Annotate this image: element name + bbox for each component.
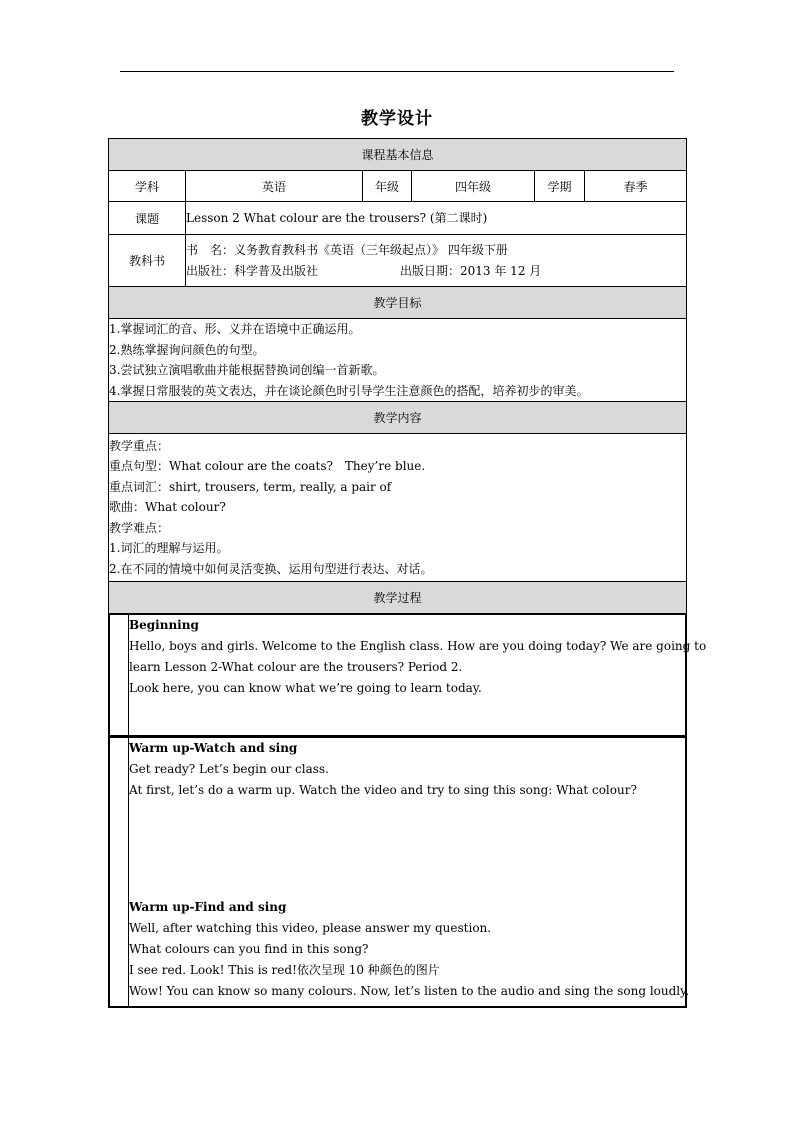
process-beginning-row bbox=[109, 614, 707, 737]
process-margin bbox=[110, 738, 129, 1007]
textbook-publisher: 出版社：科学普及出版社 bbox=[186, 263, 319, 278]
process-margin bbox=[110, 615, 129, 736]
process-beginning-text bbox=[129, 615, 707, 736]
process-line: Hello, boys and girls. Welcome to the English class. How are you doing today? We are going to bbox=[129, 639, 707, 653]
content-line: 教学难点： bbox=[109, 520, 170, 535]
process-warmup-text bbox=[129, 738, 690, 1007]
objectives-list bbox=[109, 319, 687, 402]
term-label: 学期 bbox=[535, 171, 585, 202]
textbook-publish-line bbox=[186, 261, 686, 282]
process-line: At first, let’s do a warm up. Watch the video and try to sing this song: What colour? bbox=[129, 783, 637, 797]
objective-item: 4.掌握日常服装的英文表达，并在谈论颜色时引导学生注意颜色的搭配，培养初步的审美。 bbox=[109, 383, 589, 398]
textbook-label: 教科书 bbox=[109, 235, 186, 287]
topic-value: Lesson 2 What colour are the trousers? (第二课时) bbox=[186, 202, 687, 235]
lesson-plan-table bbox=[108, 138, 707, 1008]
objective-item: 2.熟练掌握询问颜色的句型。 bbox=[109, 342, 265, 357]
content-line: 歌曲：What colour? bbox=[109, 500, 226, 515]
process-beginning bbox=[109, 614, 707, 736]
grade-value: 四年级 bbox=[412, 171, 535, 202]
term-value: 春季 bbox=[585, 171, 687, 202]
process-line: Look here, you can know what we’re going to learn today. bbox=[129, 681, 482, 695]
process-line: What colours can you find in this song? bbox=[129, 942, 369, 956]
topic-label: 课题 bbox=[109, 202, 186, 235]
textbook-info bbox=[186, 235, 687, 287]
section-content: 教学内容 bbox=[109, 402, 687, 434]
content-line: 重点词汇：shirt, trousers, term, really, a pair of bbox=[109, 479, 392, 494]
objective-item: 1.掌握词汇的音、形、义并在语境中正确运用。 bbox=[109, 322, 361, 336]
textbook-name: 书 名：义务教育教科书《英语（三年级起点）》 四年级下册 bbox=[186, 243, 508, 257]
content-list bbox=[109, 434, 687, 582]
content-line: 2.在不同的情境中如何灵活变换、运用句型进行表达、对话。 bbox=[109, 561, 433, 576]
process-warmup bbox=[109, 737, 690, 1007]
document-title: 教学设计 bbox=[361, 109, 433, 129]
process-line: Get ready? Let’s begin our class. bbox=[129, 762, 329, 776]
process-line: learn Lesson 2-What colour are the trousers? Period 2. bbox=[129, 660, 463, 674]
process-line: Well, after watching this video, please answer my question. bbox=[129, 921, 492, 935]
section-objectives: 教学目标 bbox=[109, 287, 687, 319]
process-warmup-row bbox=[109, 737, 690, 1008]
section-basic-info: 课程基本信息 bbox=[109, 139, 687, 171]
process-heading: Warm up-Watch and sing bbox=[129, 741, 298, 755]
process-line: Wow! You can know so many colours. Now, let’s listen to the audio and sing the song loudly. bbox=[129, 984, 690, 998]
subject-label: 学科 bbox=[109, 171, 186, 202]
objective-item: 3.尝试独立演唱歌曲并能根据替换词创编一首新歌。 bbox=[109, 363, 385, 377]
process-heading: Beginning bbox=[129, 618, 199, 632]
section-process: 教学过程 bbox=[109, 582, 687, 614]
subject-value: 英语 bbox=[186, 171, 363, 202]
header-rule bbox=[120, 71, 674, 72]
grade-label: 年级 bbox=[363, 171, 412, 202]
content-line: 教学重点： bbox=[109, 438, 170, 453]
content-line: 1.词汇的理解与运用。 bbox=[109, 541, 229, 556]
process-heading: Warm up-Find and sing bbox=[129, 900, 287, 914]
textbook-date: 出版日期：2013 年 12 月 bbox=[400, 263, 542, 278]
process-line: I see red. Look! This is red!依次呈现 10 种颜色的图片 bbox=[129, 963, 440, 977]
content-line: 重点句型：What colour are the coats? They’re blue. bbox=[109, 459, 426, 474]
